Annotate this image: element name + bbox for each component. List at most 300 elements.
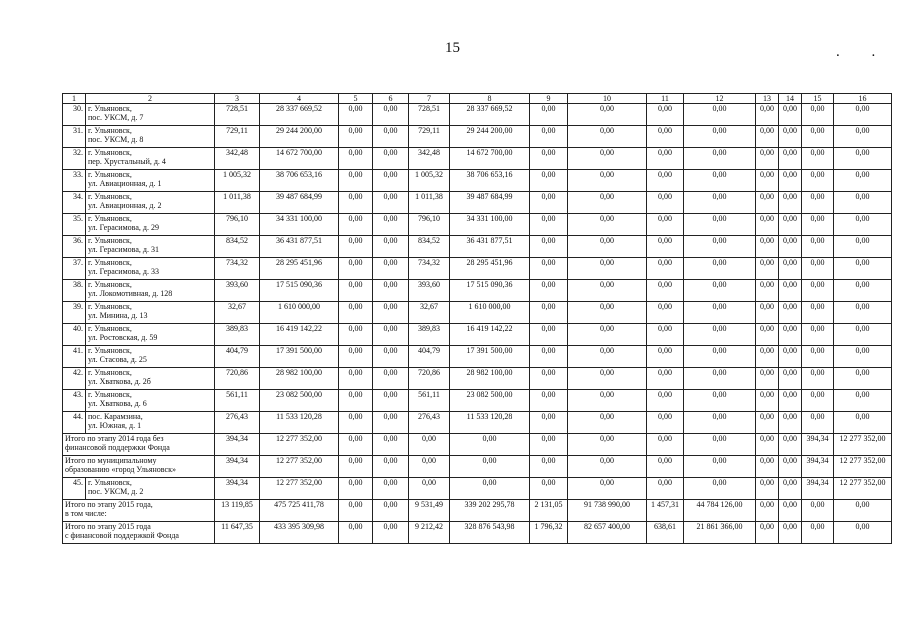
- value-cell: 0,00: [530, 456, 568, 478]
- value-cell: 0,00: [834, 104, 892, 126]
- value-cell: 36 431 877,51: [260, 236, 339, 258]
- value-cell: 28 295 451,96: [260, 258, 339, 280]
- value-cell: 0,00: [802, 280, 834, 302]
- value-cell: 0,00: [684, 456, 756, 478]
- value-cell: 0,00: [802, 412, 834, 434]
- value-cell: 0,00: [684, 192, 756, 214]
- value-cell: 342,48: [409, 148, 450, 170]
- column-header: 1: [63, 94, 86, 104]
- total-row: [63, 434, 892, 456]
- value-cell: 0,00: [409, 478, 450, 500]
- value-cell: 0,00: [568, 170, 647, 192]
- address-cell: [86, 280, 215, 302]
- value-cell: 0,00: [779, 478, 802, 500]
- value-cell: 0,00: [568, 236, 647, 258]
- column-header: 11: [647, 94, 684, 104]
- value-cell: 0,00: [647, 434, 684, 456]
- value-cell: 276,43: [409, 412, 450, 434]
- value-cell: 0,00: [647, 368, 684, 390]
- row-number: 30.: [63, 104, 86, 126]
- value-cell: 0,00: [530, 214, 568, 236]
- value-cell: 0,00: [779, 302, 802, 324]
- address-line: г. Ульяновск,: [88, 346, 132, 355]
- row-number: 40.: [63, 324, 86, 346]
- value-cell: 0,00: [834, 500, 892, 522]
- value-cell: 0,00: [647, 214, 684, 236]
- value-cell: 0,00: [779, 456, 802, 478]
- value-cell: 0,00: [647, 104, 684, 126]
- value-cell: 0,00: [339, 522, 373, 544]
- address-line: ул. Ростовская, д. 59: [88, 333, 158, 342]
- value-cell: 0,00: [779, 346, 802, 368]
- address-cell: [86, 236, 215, 258]
- value-cell: 404,79: [215, 346, 260, 368]
- column-header: 10: [568, 94, 647, 104]
- value-cell: 0,00: [647, 412, 684, 434]
- value-cell: 394,34: [802, 456, 834, 478]
- value-cell: 0,00: [339, 126, 373, 148]
- value-cell: 13 119,85: [215, 500, 260, 522]
- value-cell: 0,00: [834, 368, 892, 390]
- address-line: г. Ульяновск,: [88, 148, 132, 157]
- address-cell: [86, 478, 215, 500]
- address-line: Итого по этапу 2015 года,: [65, 500, 153, 509]
- value-cell: 0,00: [568, 346, 647, 368]
- value-cell: 9 212,42: [409, 522, 450, 544]
- value-cell: 29 244 200,00: [260, 126, 339, 148]
- value-cell: 0,00: [756, 170, 779, 192]
- value-cell: 0,00: [834, 126, 892, 148]
- value-cell: 0,00: [409, 434, 450, 456]
- value-cell: 1 011,38: [409, 192, 450, 214]
- value-cell: 0,00: [339, 346, 373, 368]
- column-header: 6: [373, 94, 409, 104]
- value-cell: 23 082 500,00: [450, 390, 530, 412]
- value-cell: 0,00: [530, 324, 568, 346]
- value-cell: 0,00: [530, 104, 568, 126]
- value-cell: 0,00: [568, 390, 647, 412]
- table-row: [63, 170, 892, 192]
- value-cell: 638,61: [647, 522, 684, 544]
- value-cell: 0,00: [647, 302, 684, 324]
- value-cell: 0,00: [530, 412, 568, 434]
- value-cell: 0,00: [373, 126, 409, 148]
- value-cell: 0,00: [373, 192, 409, 214]
- value-cell: 389,83: [215, 324, 260, 346]
- row-number: 43.: [63, 390, 86, 412]
- value-cell: 728,51: [409, 104, 450, 126]
- value-cell: 0,00: [339, 236, 373, 258]
- value-cell: 0,00: [802, 126, 834, 148]
- address-line: пос. УКСМ, д. 7: [88, 113, 144, 122]
- value-cell: 0,00: [834, 214, 892, 236]
- value-cell: 23 082 500,00: [260, 390, 339, 412]
- table-row: [63, 258, 892, 280]
- value-cell: 12 277 352,00: [834, 456, 892, 478]
- value-cell: 394,34: [215, 434, 260, 456]
- value-cell: 393,60: [215, 280, 260, 302]
- column-header: 2: [86, 94, 215, 104]
- address-line: пос. Карамзина,: [88, 412, 143, 421]
- value-cell: 0,00: [684, 302, 756, 324]
- value-cell: 0,00: [339, 148, 373, 170]
- value-cell: 0,00: [568, 478, 647, 500]
- value-cell: 276,43: [215, 412, 260, 434]
- value-cell: 0,00: [756, 478, 779, 500]
- row-number: 38.: [63, 280, 86, 302]
- value-cell: 39 487 684,99: [450, 192, 530, 214]
- corner-marks: . .: [836, 44, 890, 60]
- value-cell: 0,00: [684, 148, 756, 170]
- value-cell: 34 331 100,00: [450, 214, 530, 236]
- value-cell: 12 277 352,00: [260, 434, 339, 456]
- value-cell: 0,00: [647, 148, 684, 170]
- value-cell: 0,00: [339, 280, 373, 302]
- address-line: ул. Локомотивная, д. 128: [88, 289, 173, 298]
- value-cell: 0,00: [339, 258, 373, 280]
- value-cell: 32,67: [215, 302, 260, 324]
- value-cell: 342,48: [215, 148, 260, 170]
- value-cell: 0,00: [834, 258, 892, 280]
- value-cell: 0,00: [802, 214, 834, 236]
- value-cell: 0,00: [834, 346, 892, 368]
- value-cell: 0,00: [373, 456, 409, 478]
- value-cell: 0,00: [647, 170, 684, 192]
- value-cell: 561,11: [409, 390, 450, 412]
- value-cell: 0,00: [802, 258, 834, 280]
- value-cell: 0,00: [779, 236, 802, 258]
- address-line: г. Ульяновск,: [88, 368, 132, 377]
- value-cell: 0,00: [756, 214, 779, 236]
- value-cell: 0,00: [568, 368, 647, 390]
- value-cell: 0,00: [802, 346, 834, 368]
- value-cell: 0,00: [373, 346, 409, 368]
- address-line: в том числе:: [65, 509, 107, 518]
- value-cell: 0,00: [779, 126, 802, 148]
- address-line: Итого по муниципальному: [65, 456, 157, 465]
- value-cell: 0,00: [450, 456, 530, 478]
- value-cell: 2 131,05: [530, 500, 568, 522]
- column-header: 4: [260, 94, 339, 104]
- value-cell: 11 533 120,28: [260, 412, 339, 434]
- row-number: 32.: [63, 148, 86, 170]
- value-cell: 0,00: [684, 478, 756, 500]
- address-line: ул. Стасова, д. 25: [88, 355, 147, 364]
- row-number: 33.: [63, 170, 86, 192]
- value-cell: 0,00: [684, 126, 756, 148]
- address-cell: [86, 346, 215, 368]
- value-cell: 44 784 126,00: [684, 500, 756, 522]
- address-line: г. Ульяновск,: [88, 192, 132, 201]
- value-cell: 0,00: [756, 126, 779, 148]
- value-cell: 394,34: [215, 456, 260, 478]
- address-line: Итого по этапу 2014 года без: [65, 434, 164, 443]
- value-cell: 796,10: [215, 214, 260, 236]
- address-line: пос. УКСМ, д. 2: [88, 487, 144, 496]
- value-cell: 29 244 200,00: [450, 126, 530, 148]
- table-row: [63, 104, 892, 126]
- total-row: [63, 456, 892, 478]
- value-cell: 0,00: [530, 302, 568, 324]
- value-cell: 0,00: [530, 346, 568, 368]
- value-cell: 0,00: [339, 104, 373, 126]
- total-label: [63, 522, 215, 544]
- table-row: [63, 368, 892, 390]
- value-cell: 0,00: [450, 434, 530, 456]
- value-cell: 0,00: [647, 390, 684, 412]
- value-cell: 0,00: [530, 170, 568, 192]
- value-cell: 0,00: [373, 280, 409, 302]
- total-label: [63, 456, 215, 478]
- address-line: г. Ульяновск,: [88, 104, 132, 113]
- table-row: [63, 302, 892, 324]
- value-cell: 1 796,32: [530, 522, 568, 544]
- table-row: [63, 214, 892, 236]
- address-cell: [86, 126, 215, 148]
- value-cell: 393,60: [409, 280, 450, 302]
- data-table: [62, 93, 892, 544]
- value-cell: 0,00: [373, 500, 409, 522]
- value-cell: 561,11: [215, 390, 260, 412]
- value-cell: 720,86: [215, 368, 260, 390]
- value-cell: 0,00: [647, 192, 684, 214]
- value-cell: 0,00: [339, 302, 373, 324]
- value-cell: 16 419 142,22: [260, 324, 339, 346]
- value-cell: 0,00: [756, 368, 779, 390]
- value-cell: 12 277 352,00: [260, 456, 339, 478]
- value-cell: 0,00: [779, 434, 802, 456]
- value-cell: 0,00: [373, 236, 409, 258]
- value-cell: 28 337 669,52: [450, 104, 530, 126]
- value-cell: 0,00: [684, 390, 756, 412]
- value-cell: 0,00: [779, 390, 802, 412]
- value-cell: 729,11: [215, 126, 260, 148]
- value-cell: 0,00: [530, 258, 568, 280]
- column-header: 13: [756, 94, 779, 104]
- row-number: 35.: [63, 214, 86, 236]
- value-cell: 9 531,49: [409, 500, 450, 522]
- value-cell: 0,00: [779, 280, 802, 302]
- value-cell: 0,00: [756, 280, 779, 302]
- page-number: 15: [445, 40, 460, 56]
- value-cell: 0,00: [756, 522, 779, 544]
- value-cell: 0,00: [647, 346, 684, 368]
- address-line: г. Ульяновск,: [88, 280, 132, 289]
- value-cell: 0,00: [409, 456, 450, 478]
- row-number: 36.: [63, 236, 86, 258]
- address-cell: [86, 258, 215, 280]
- address-line: пер. Хрустальный, д. 4: [88, 157, 166, 166]
- value-cell: 0,00: [373, 214, 409, 236]
- value-cell: 21 861 366,00: [684, 522, 756, 544]
- value-cell: 394,34: [215, 478, 260, 500]
- value-cell: 0,00: [568, 258, 647, 280]
- value-cell: 0,00: [756, 324, 779, 346]
- address-cell: [86, 390, 215, 412]
- row-number: 34.: [63, 192, 86, 214]
- value-cell: 0,00: [647, 280, 684, 302]
- address-line: г. Ульяновск,: [88, 236, 132, 245]
- value-cell: 36 431 877,51: [450, 236, 530, 258]
- value-cell: 0,00: [339, 368, 373, 390]
- value-cell: 0,00: [756, 412, 779, 434]
- address-cell: [86, 324, 215, 346]
- column-header: 12: [684, 94, 756, 104]
- address-line: ул. Авиационная, д. 1: [88, 179, 162, 188]
- value-cell: 0,00: [530, 192, 568, 214]
- total-label: [63, 434, 215, 456]
- row-number: 39.: [63, 302, 86, 324]
- value-cell: 0,00: [834, 280, 892, 302]
- value-cell: 1 005,32: [215, 170, 260, 192]
- value-cell: 0,00: [530, 478, 568, 500]
- table-row: [63, 478, 892, 500]
- value-cell: 1 011,38: [215, 192, 260, 214]
- value-cell: 0,00: [373, 148, 409, 170]
- value-cell: 17 391 500,00: [450, 346, 530, 368]
- value-cell: 0,00: [834, 148, 892, 170]
- value-cell: 0,00: [802, 148, 834, 170]
- value-cell: 433 395 309,98: [260, 522, 339, 544]
- address-line: ул. Герасимова, д. 29: [88, 223, 159, 232]
- table-row: [63, 324, 892, 346]
- value-cell: 0,00: [647, 478, 684, 500]
- value-cell: 0,00: [568, 412, 647, 434]
- value-cell: 16 419 142,22: [450, 324, 530, 346]
- value-cell: 12 277 352,00: [260, 478, 339, 500]
- value-cell: 28 295 451,96: [450, 258, 530, 280]
- value-cell: 0,00: [756, 434, 779, 456]
- value-cell: 0,00: [647, 456, 684, 478]
- address-line: г. Ульяновск,: [88, 390, 132, 399]
- value-cell: 12 277 352,00: [834, 478, 892, 500]
- value-cell: 0,00: [530, 434, 568, 456]
- address-line: образованию «город Ульяновск»: [65, 465, 176, 474]
- value-cell: 834,52: [409, 236, 450, 258]
- value-cell: 0,00: [756, 148, 779, 170]
- value-cell: 0,00: [568, 324, 647, 346]
- address-line: г. Ульяновск,: [88, 478, 132, 487]
- address-cell: [86, 170, 215, 192]
- value-cell: 0,00: [647, 126, 684, 148]
- value-cell: 0,00: [339, 390, 373, 412]
- row-number: 41.: [63, 346, 86, 368]
- value-cell: 0,00: [373, 258, 409, 280]
- column-header: 3: [215, 94, 260, 104]
- row-number: 37.: [63, 258, 86, 280]
- value-cell: 12 277 352,00: [834, 434, 892, 456]
- value-cell: 0,00: [684, 412, 756, 434]
- value-cell: 0,00: [802, 500, 834, 522]
- value-cell: 0,00: [684, 324, 756, 346]
- value-cell: 0,00: [684, 258, 756, 280]
- value-cell: 0,00: [373, 302, 409, 324]
- table-row: [63, 412, 892, 434]
- row-number: 45.: [63, 478, 86, 500]
- value-cell: 0,00: [530, 280, 568, 302]
- value-cell: 1 457,31: [647, 500, 684, 522]
- value-cell: 0,00: [834, 236, 892, 258]
- value-cell: 0,00: [684, 236, 756, 258]
- value-cell: 17 515 090,36: [450, 280, 530, 302]
- value-cell: 0,00: [834, 324, 892, 346]
- value-cell: 0,00: [684, 346, 756, 368]
- value-cell: 38 706 653,16: [450, 170, 530, 192]
- address-line: ул. Южная, д. 1: [88, 421, 142, 430]
- value-cell: 0,00: [647, 324, 684, 346]
- table-row: [63, 148, 892, 170]
- value-cell: 0,00: [779, 104, 802, 126]
- address-cell: [86, 214, 215, 236]
- total-row: [63, 500, 892, 522]
- address-line: г. Ульяновск,: [88, 214, 132, 223]
- value-cell: 734,32: [409, 258, 450, 280]
- value-cell: 394,34: [802, 478, 834, 500]
- value-cell: 17 515 090,36: [260, 280, 339, 302]
- value-cell: 82 657 400,00: [568, 522, 647, 544]
- value-cell: 0,00: [684, 368, 756, 390]
- value-cell: 0,00: [339, 192, 373, 214]
- row-number: 42.: [63, 368, 86, 390]
- value-cell: 0,00: [834, 390, 892, 412]
- value-cell: 0,00: [756, 456, 779, 478]
- value-cell: 14 672 700,00: [450, 148, 530, 170]
- value-cell: 14 672 700,00: [260, 148, 339, 170]
- value-cell: 0,00: [802, 236, 834, 258]
- value-cell: 91 738 990,00: [568, 500, 647, 522]
- value-cell: 0,00: [568, 434, 647, 456]
- value-cell: 0,00: [779, 324, 802, 346]
- value-cell: 0,00: [684, 280, 756, 302]
- address-line: с финансовой поддержкой Фонда: [65, 531, 179, 540]
- value-cell: 0,00: [756, 346, 779, 368]
- value-cell: 0,00: [373, 170, 409, 192]
- value-cell: 28 982 100,00: [260, 368, 339, 390]
- column-header: 8: [450, 94, 530, 104]
- address-line: г. Ульяновск,: [88, 302, 132, 311]
- address-line: ул. Авиационная, д. 2: [88, 201, 162, 210]
- value-cell: 0,00: [802, 522, 834, 544]
- value-cell: 0,00: [756, 236, 779, 258]
- column-header: 7: [409, 94, 450, 104]
- value-cell: 339 202 295,78: [450, 500, 530, 522]
- address-line: Итого по этапу 2015 года: [65, 522, 151, 531]
- table-row: [63, 280, 892, 302]
- value-cell: 0,00: [756, 500, 779, 522]
- value-cell: 0,00: [530, 148, 568, 170]
- address-cell: [86, 104, 215, 126]
- value-cell: 0,00: [802, 368, 834, 390]
- column-header: 5: [339, 94, 373, 104]
- value-cell: 0,00: [568, 148, 647, 170]
- value-cell: 796,10: [409, 214, 450, 236]
- address-line: ул. Герасимова, д. 31: [88, 245, 159, 254]
- value-cell: 0,00: [802, 390, 834, 412]
- column-header: 9: [530, 94, 568, 104]
- value-cell: 0,00: [779, 368, 802, 390]
- total-label: [63, 500, 215, 522]
- value-cell: 404,79: [409, 346, 450, 368]
- value-cell: 0,00: [834, 522, 892, 544]
- value-cell: 1 610 000,00: [260, 302, 339, 324]
- value-cell: 0,00: [568, 302, 647, 324]
- value-cell: 0,00: [684, 434, 756, 456]
- value-cell: 0,00: [339, 214, 373, 236]
- column-header: 15: [802, 94, 834, 104]
- value-cell: 0,00: [339, 478, 373, 500]
- total-row: [63, 522, 892, 544]
- value-cell: 0,00: [834, 302, 892, 324]
